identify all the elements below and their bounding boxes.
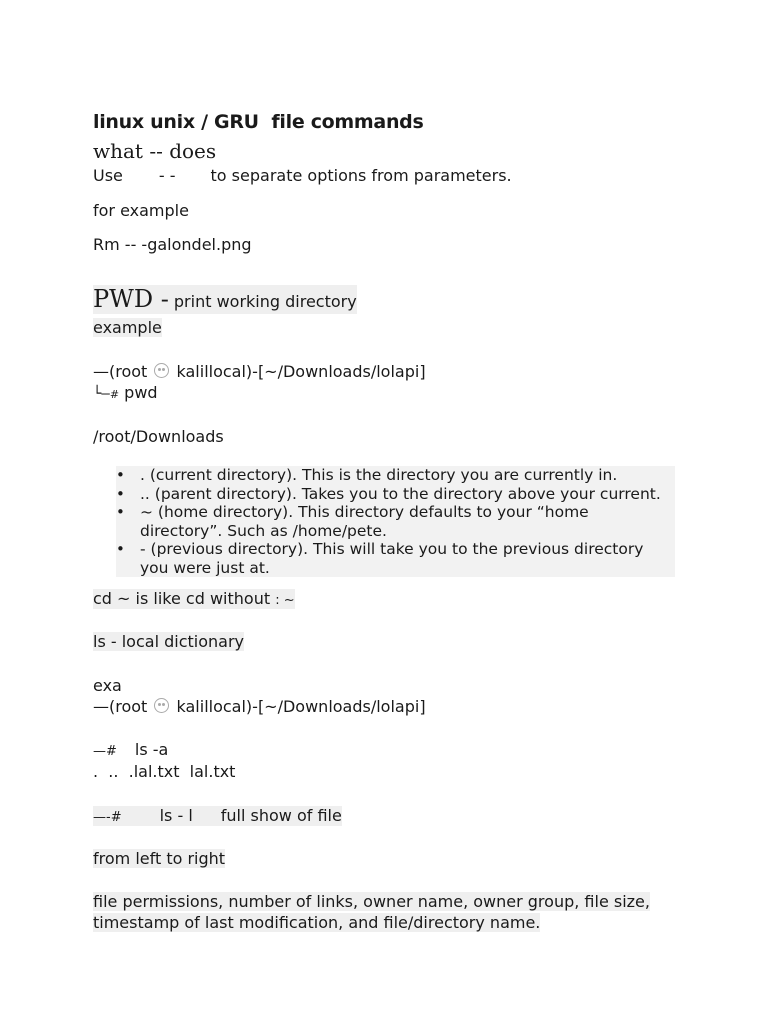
use-rest: to separate options from parameters. <box>210 166 512 185</box>
skull-icon <box>154 363 169 378</box>
prompt-prefix: —(root <box>93 362 148 381</box>
ls-l-command-line <box>93 806 342 826</box>
bullet-icon: • <box>116 484 125 503</box>
pwd-command-line <box>93 383 158 403</box>
cd-note <box>93 589 295 609</box>
pwd-command: pwd <box>124 383 158 402</box>
ls-a-command-line <box>93 740 168 760</box>
order-note: from left to right <box>93 849 226 868</box>
skull-icon <box>154 698 169 713</box>
pwd-prompt-line <box>93 362 426 381</box>
ls-prompt-line <box>93 697 426 716</box>
bullet-icon: • <box>116 466 125 484</box>
page-title: linux unix / GRU file commands <box>93 111 424 133</box>
ls-l-description: full show of file <box>220 806 342 825</box>
directory-list-item <box>93 503 675 540</box>
hash-symbol: # <box>109 388 120 401</box>
tree-prefix: └— <box>93 386 110 402</box>
dashes: - - <box>158 166 176 185</box>
fields-line-1: file permissions, number of links, owner name, owner group, file size, <box>93 892 650 911</box>
directory-list-item <box>93 540 675 577</box>
cd-note-colon: : ~ <box>275 593 295 608</box>
cd-note-main: cd ~ is like cd without <box>93 589 271 608</box>
rm-example: Rm -- -galondel.png <box>93 235 252 254</box>
prompt-prefix: —(root <box>93 697 148 716</box>
cmd-prefix: —-# <box>93 810 122 825</box>
bullet-icon: • <box>116 540 125 558</box>
directory-list-item-text: - (previous directory). This will take you to the previous directory you were just at. <box>116 540 675 577</box>
directory-list-item <box>93 466 675 485</box>
page-subtitle: what -- does <box>93 139 217 163</box>
directory-list-item-text: . (current directory). This is the directory you are currently in. <box>116 466 675 485</box>
prompt-suffix: kalillocal)-[~/Downloads/lolapi] <box>176 697 426 716</box>
ls-description: ls - local dictionary <box>93 632 244 651</box>
pwd-heading <box>93 285 357 314</box>
ls-a-command: ls -a <box>134 740 169 759</box>
directory-list <box>93 466 675 577</box>
ls-a-output: . .. .lal.txt lal.txt <box>93 762 236 781</box>
for-example-text: for example <box>93 201 189 220</box>
cmd-prefix: —# <box>93 744 117 759</box>
exa-label: exa <box>93 676 122 695</box>
prompt-suffix: kalillocal)-[~/Downloads/lolapi] <box>176 362 426 381</box>
pwd-description: print working directory <box>173 292 357 311</box>
ls-l-command: ls - l <box>159 806 193 825</box>
pwd-output: /root/Downloads <box>93 427 224 446</box>
fields-line-2: timestamp of last modification, and file/directory name. <box>93 913 541 932</box>
pwd-example-label: example <box>93 318 162 337</box>
intro-use-line <box>93 166 512 185</box>
bullet-icon: • <box>116 503 125 521</box>
directory-list-item-text: ~ (home directory). This directory defaults to your “home directory”. Such as /home/pete. <box>116 503 675 540</box>
directory-list-item <box>93 485 675 504</box>
pwd-title: PWD - <box>93 285 169 313</box>
use-word: Use <box>93 166 123 185</box>
directory-list-item-text: .. (parent directory). Takes you to the directory above your current. <box>116 485 675 504</box>
